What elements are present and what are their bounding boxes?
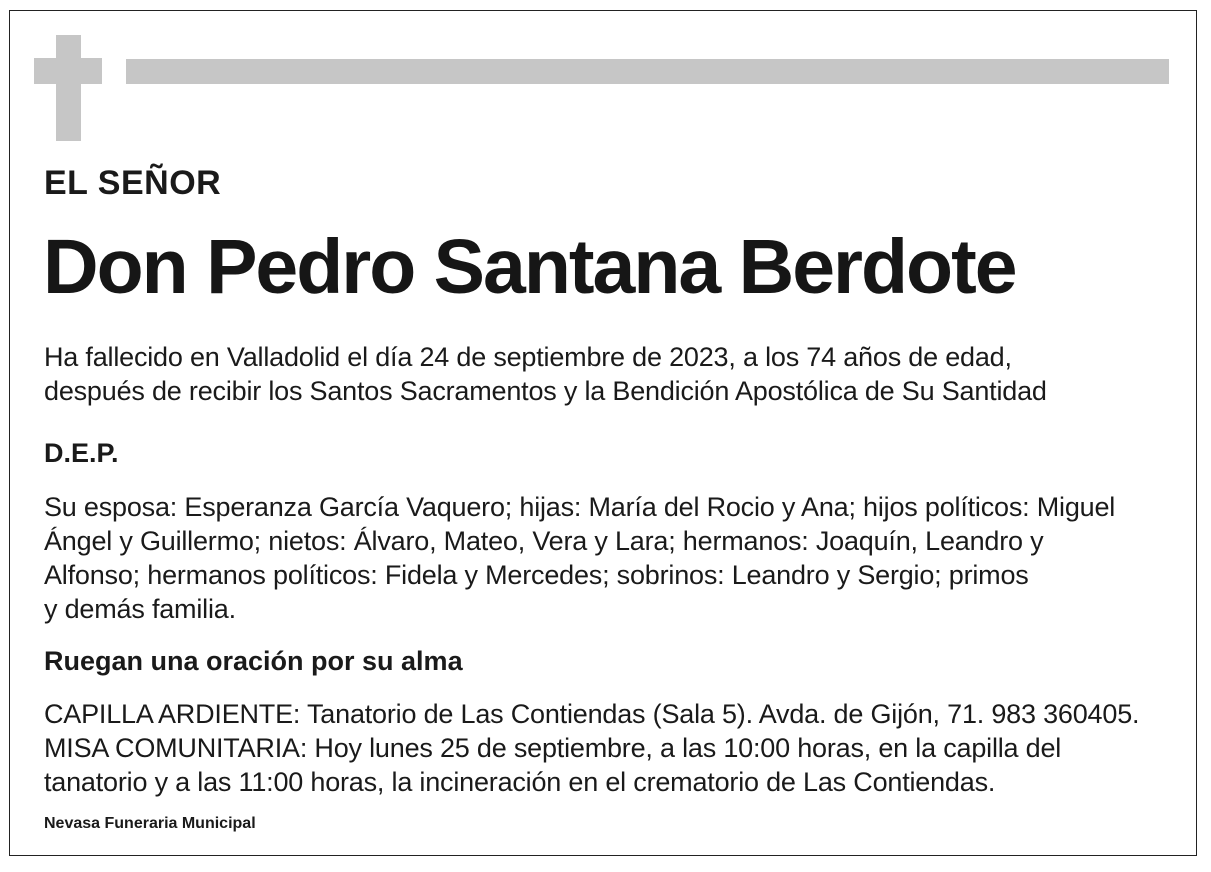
funeral-home-credit: Nevasa Funeraria Municipal [44, 815, 256, 832]
cross-vertical-bar [56, 35, 81, 141]
family-list-line: y demás familia. [44, 594, 236, 624]
death-announcement-line: Ha fallecido en Valladolid el día 24 de septiembre de 2023, a los 74 años de edad, [44, 342, 1012, 372]
dep-label: D.E.P. [44, 438, 119, 468]
death-announcement [44, 340, 1174, 408]
prayer-request: Ruegan una oración por su alma [44, 646, 463, 676]
service-details [44, 697, 1174, 799]
deceased-name: Don Pedro Santana Berdote [43, 224, 1016, 310]
death-announcement-line: después de recibir los Santos Sacramentos y la Bendición Apostólica de Su Santidad [44, 376, 1047, 406]
family-list [44, 490, 1174, 626]
family-list-line: Ángel y Guillermo; nietos: Álvaro, Mateo, Vera y Lara; hermanos: Joaquín, Leandro y [44, 526, 1044, 556]
honorific-heading: EL SEÑOR [44, 164, 222, 202]
family-list-line: Su esposa: Esperanza García Vaquero; hijas: María del Rocio y Ana; hijos políticos: Miguel [44, 492, 1116, 522]
service-details-line: MISA COMUNITARIA: Hoy lunes 25 de septiembre, a las 10:00 horas, en la capilla del [44, 733, 1062, 763]
cross-horizontal-bar [34, 58, 102, 84]
family-list-line: Alfonso; hermanos políticos: Fidela y Mercedes; sobrinos: Leandro y Sergio; primos [44, 560, 1029, 590]
service-details-line: CAPILLA ARDIENTE: Tanatorio de Las Contiendas (Sala 5). Avda. de Gijón, 71. 983 360405. [44, 699, 1140, 729]
service-details-line: tanatorio y a las 11:00 horas, la incineración en el crematorio de Las Contiendas. [44, 767, 996, 797]
decorative-gray-bar [126, 59, 1169, 84]
